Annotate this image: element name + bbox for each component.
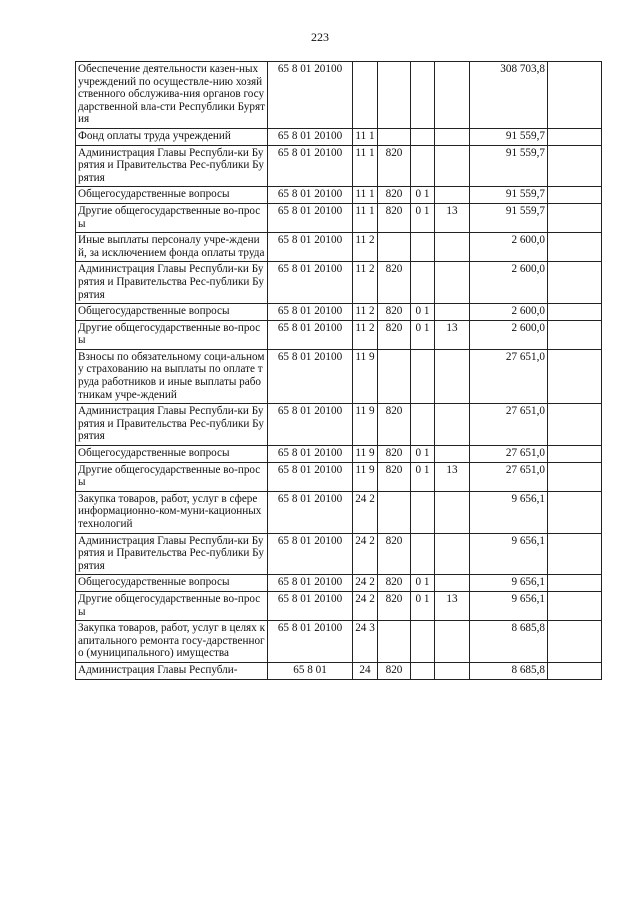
amount-cell: 9 656,1 — [470, 533, 548, 575]
table-row — [76, 591, 602, 620]
amount-cell: 308 703,8 — [470, 62, 548, 129]
row-name-cell: Закупка товаров, работ, услуг в сфере информационно-ком-муни-кационных технологий — [76, 491, 268, 533]
target-article-cell: 65 8 01 20100 — [268, 404, 353, 446]
target-article-cell: 65 8 01 20100 — [268, 320, 353, 349]
section-cell: 0 1 — [411, 203, 435, 232]
section-cell — [411, 145, 435, 187]
subsection-cell — [435, 349, 470, 403]
target-article-cell: 65 8 01 20100 — [268, 145, 353, 187]
expense-type-cell: 24 2 — [353, 575, 378, 592]
subsection-cell: 13 — [435, 320, 470, 349]
expense-type-cell: 11 2 — [353, 320, 378, 349]
section-cell — [411, 62, 435, 129]
section-cell: 0 1 — [411, 304, 435, 321]
expense-type-cell — [353, 62, 378, 129]
extra-cell — [548, 128, 602, 145]
target-article-cell: 65 8 01 20100 — [268, 591, 353, 620]
section-cell: 0 1 — [411, 591, 435, 620]
amount-cell: 91 559,7 — [470, 187, 548, 204]
extra-cell — [548, 446, 602, 463]
extra-cell — [548, 145, 602, 187]
target-article-cell: 65 8 01 20100 — [268, 491, 353, 533]
table-row — [76, 145, 602, 187]
subsection-cell — [435, 575, 470, 592]
administrator-code-cell: 820 — [378, 662, 411, 679]
target-article-cell: 65 8 01 20100 — [268, 349, 353, 403]
amount-cell: 8 685,8 — [470, 621, 548, 663]
row-name-cell: Общегосударственные вопросы — [76, 304, 268, 321]
amount-cell: 2 600,0 — [470, 304, 548, 321]
expense-type-cell: 24 3 — [353, 621, 378, 663]
subsection-cell — [435, 145, 470, 187]
administrator-code-cell: 820 — [378, 446, 411, 463]
administrator-code-cell — [378, 349, 411, 403]
subsection-cell — [435, 621, 470, 663]
amount-cell: 91 559,7 — [470, 145, 548, 187]
expense-type-cell: 24 2 — [353, 591, 378, 620]
table-row — [76, 320, 602, 349]
target-article-cell: 65 8 01 20100 — [268, 233, 353, 262]
target-article-cell: 65 8 01 20100 — [268, 203, 353, 232]
extra-cell — [548, 491, 602, 533]
target-article-cell: 65 8 01 20100 — [268, 128, 353, 145]
extra-cell — [548, 203, 602, 232]
target-article-cell: 65 8 01 20100 — [268, 62, 353, 129]
row-name-cell: Другие общегосударственные во-просы — [76, 462, 268, 491]
table-row — [76, 404, 602, 446]
administrator-code-cell: 820 — [378, 262, 411, 304]
row-name-cell: Общегосударственные вопросы — [76, 575, 268, 592]
subsection-cell: 13 — [435, 462, 470, 491]
subsection-cell: 13 — [435, 591, 470, 620]
extra-cell — [548, 349, 602, 403]
extra-cell — [548, 621, 602, 663]
table-row — [76, 187, 602, 204]
amount-cell: 2 600,0 — [470, 233, 548, 262]
section-cell — [411, 491, 435, 533]
section-cell: 0 1 — [411, 320, 435, 349]
extra-cell — [548, 304, 602, 321]
amount-cell: 2 600,0 — [470, 320, 548, 349]
amount-cell: 2 600,0 — [470, 262, 548, 304]
row-name-cell: Администрация Главы Республи-ки Бурятия и Правительства Рес-публики Бурятия — [76, 145, 268, 187]
row-name-cell: Взносы по обязательному соци-альному страхованию на выплаты по оплате труда работников и иные выплаты работникам учре-ждений — [76, 349, 268, 403]
extra-cell — [548, 662, 602, 679]
table-row — [76, 203, 602, 232]
extra-cell — [548, 233, 602, 262]
administrator-code-cell: 820 — [378, 320, 411, 349]
section-cell: 0 1 — [411, 462, 435, 491]
subsection-cell — [435, 491, 470, 533]
table-row — [76, 462, 602, 491]
table-row — [76, 304, 602, 321]
administrator-code-cell: 820 — [378, 304, 411, 321]
extra-cell — [548, 187, 602, 204]
row-name-cell: Иные выплаты персоналу учре-ждений, за исключением фонда оплаты труда — [76, 233, 268, 262]
subsection-cell — [435, 62, 470, 129]
target-article-cell: 65 8 01 20100 — [268, 621, 353, 663]
administrator-code-cell — [378, 128, 411, 145]
expense-type-cell: 24 — [353, 662, 378, 679]
row-name-cell: Общегосударственные вопросы — [76, 446, 268, 463]
expense-type-cell: 11 1 — [353, 187, 378, 204]
row-name-cell: Общегосударственные вопросы — [76, 187, 268, 204]
amount-cell: 27 651,0 — [470, 446, 548, 463]
extra-cell — [548, 62, 602, 129]
table-row — [76, 128, 602, 145]
administrator-code-cell: 820 — [378, 203, 411, 232]
section-cell — [411, 404, 435, 446]
extra-cell — [548, 462, 602, 491]
target-article-cell: 65 8 01 — [268, 662, 353, 679]
amount-cell: 9 656,1 — [470, 575, 548, 592]
row-name-cell: Закупка товаров, работ, услуг в целях капитального ремонта госу-дарственного (муниципального) имущества — [76, 621, 268, 663]
row-name-cell: Другие общегосударственные во-просы — [76, 320, 268, 349]
extra-cell — [548, 262, 602, 304]
table-row — [76, 262, 602, 304]
subsection-cell: 13 — [435, 203, 470, 232]
expense-type-cell: 11 9 — [353, 446, 378, 463]
expense-type-cell: 11 9 — [353, 462, 378, 491]
section-cell: 0 1 — [411, 187, 435, 204]
table-row — [76, 349, 602, 403]
amount-cell: 91 559,7 — [470, 203, 548, 232]
administrator-code-cell — [378, 491, 411, 533]
section-cell — [411, 349, 435, 403]
row-name-cell: Обеспечение деятельности казен-ных учреждений по осуществле-нию хозяйственного обслужива-ния органов государственной вла-сти Республики Бурятия — [76, 62, 268, 129]
section-cell — [411, 128, 435, 145]
expense-type-cell: 11 9 — [353, 349, 378, 403]
expense-type-cell: 11 1 — [353, 145, 378, 187]
administrator-code-cell — [378, 233, 411, 262]
amount-cell: 27 651,0 — [470, 349, 548, 403]
expense-type-cell: 11 1 — [353, 128, 378, 145]
target-article-cell: 65 8 01 20100 — [268, 446, 353, 463]
row-name-cell: Администрация Главы Республи-ки Бурятия и Правительства Рес-публики Бурятия — [76, 404, 268, 446]
row-name-cell: Другие общегосударственные во-просы — [76, 591, 268, 620]
extra-cell — [548, 404, 602, 446]
row-name-cell: Другие общегосударственные во-просы — [76, 203, 268, 232]
subsection-cell — [435, 446, 470, 463]
subsection-cell — [435, 187, 470, 204]
row-name-cell: Администрация Главы Республи-ки Бурятия и Правительства Рес-публики Бурятия — [76, 262, 268, 304]
table-row — [76, 446, 602, 463]
target-article-cell: 65 8 01 20100 — [268, 187, 353, 204]
administrator-code-cell: 820 — [378, 145, 411, 187]
extra-cell — [548, 320, 602, 349]
administrator-code-cell — [378, 621, 411, 663]
subsection-cell — [435, 128, 470, 145]
subsection-cell — [435, 262, 470, 304]
page-number: 223 — [311, 30, 329, 44]
row-name-cell: Администрация Главы Республи-ки Бурятия и Правительства Рес-публики Бурятия — [76, 533, 268, 575]
subsection-cell — [435, 662, 470, 679]
subsection-cell — [435, 404, 470, 446]
expense-type-cell: 11 2 — [353, 304, 378, 321]
expense-type-cell: 11 9 — [353, 404, 378, 446]
amount-cell: 9 656,1 — [470, 591, 548, 620]
table-row — [76, 233, 602, 262]
section-cell — [411, 533, 435, 575]
budget-table — [75, 61, 602, 680]
section-cell: 0 1 — [411, 575, 435, 592]
amount-cell: 9 656,1 — [470, 491, 548, 533]
extra-cell — [548, 533, 602, 575]
section-cell: 0 1 — [411, 446, 435, 463]
administrator-code-cell: 820 — [378, 462, 411, 491]
expense-type-cell: 11 1 — [353, 203, 378, 232]
table-row — [76, 662, 602, 679]
row-name-cell: Администрация Главы Республи- — [76, 662, 268, 679]
amount-cell: 27 651,0 — [470, 462, 548, 491]
section-cell — [411, 233, 435, 262]
target-article-cell: 65 8 01 20100 — [268, 462, 353, 491]
administrator-code-cell: 820 — [378, 187, 411, 204]
administrator-code-cell: 820 — [378, 404, 411, 446]
table-body — [76, 62, 602, 680]
amount-cell: 27 651,0 — [470, 404, 548, 446]
amount-cell: 91 559,7 — [470, 128, 548, 145]
target-article-cell: 65 8 01 20100 — [268, 575, 353, 592]
table-row — [76, 491, 602, 533]
expense-type-cell: 24 2 — [353, 533, 378, 575]
administrator-code-cell: 820 — [378, 575, 411, 592]
table-row — [76, 62, 602, 129]
target-article-cell: 65 8 01 20100 — [268, 304, 353, 321]
extra-cell — [548, 575, 602, 592]
administrator-code-cell: 820 — [378, 591, 411, 620]
subsection-cell — [435, 533, 470, 575]
row-name-cell: Фонд оплаты труда учреждений — [76, 128, 268, 145]
extra-cell — [548, 591, 602, 620]
table-row — [76, 575, 602, 592]
expense-type-cell: 24 2 — [353, 491, 378, 533]
subsection-cell — [435, 233, 470, 262]
subsection-cell — [435, 304, 470, 321]
target-article-cell: 65 8 01 20100 — [268, 533, 353, 575]
administrator-code-cell — [378, 62, 411, 129]
expense-type-cell: 11 2 — [353, 262, 378, 304]
table-row — [76, 621, 602, 663]
section-cell — [411, 662, 435, 679]
table-row — [76, 533, 602, 575]
section-cell — [411, 262, 435, 304]
section-cell — [411, 621, 435, 663]
target-article-cell: 65 8 01 20100 — [268, 262, 353, 304]
amount-cell: 8 685,8 — [470, 662, 548, 679]
expense-type-cell: 11 2 — [353, 233, 378, 262]
administrator-code-cell: 820 — [378, 533, 411, 575]
